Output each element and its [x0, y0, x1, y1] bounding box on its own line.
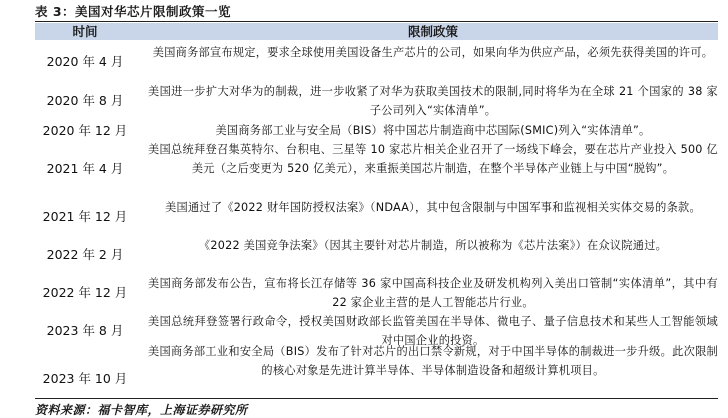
- row-1-policy: 美国商务部宣布规定，要求全球使用美国设备生产芯片的公司，如果向华为供应产品，必须先获得美国的许可。: [152, 46, 714, 59]
- row-2-policy: 美国进一步扩大对华为的制裁，进一步收紧了对华为获取美国技术的限制,同时将华为在全球 21 个国家的 38 家子公司列入“实体清单”。: [148, 85, 718, 118]
- row-7-time: 2022 年 12 月: [42, 285, 128, 300]
- row-1-time: 2020 年 4 月: [46, 54, 124, 69]
- row-7-policy: 美国商务部发布公告，宣布将长江存储等 36 家中国高科技企业及研发机构列入美出口管制“实体清单”，其中有 22 家企业主营的是人工智能芯片行业。: [148, 277, 718, 310]
- row-2-time: 2020 年 8 月: [46, 93, 124, 108]
- table-title: 表 3：美国对华芯片限制政策一览: [35, 4, 232, 19]
- table-top-rule: [35, 21, 718, 22]
- table-header: [35, 23, 718, 40]
- header-policy: 限制政策: [407, 24, 458, 39]
- table-bottom-rule: [35, 398, 718, 399]
- row-5-policy: 美国通过了《2022 财年国防授权法案》（NDAA），其中包含限制与中国军事和监视相关实体交易的条款。: [165, 201, 701, 214]
- row-4-policy: 美国总统拜登召集英特尔、台积电、三星等 10 家芯片相关企业召开了一场线下峰会，要在芯片产业投入 500 亿美元（之后变更为 520 亿美元），来重振美国芯片制造，在整个半导体产业链上与中国“脱钩”。: [148, 143, 718, 176]
- row-8-time: 2023 年 8 月: [46, 323, 124, 338]
- row-5-time: 2021 年 12 月: [42, 209, 128, 224]
- source-note: 资料来源：福卡智库，上海证券研究所: [35, 403, 248, 417]
- header-time: 时间: [72, 24, 98, 39]
- row-6-time: 2022 年 2 月: [46, 247, 124, 262]
- row-4-time: 2021 年 4 月: [46, 161, 124, 176]
- row-9-policy: 美国商务部工业和安全局（BIS）发布了针对芯片的出口禁令新规，对于中国半导体的制裁进一步升级。此次限制的核心对象是先进计算半导体、半导体制造设备和超级计算机项目。: [148, 345, 718, 378]
- row-9-time: 2023 年 10 月: [42, 371, 128, 386]
- row-3-time: 2020 年 12 月: [42, 123, 128, 138]
- row-3-policy: 美国商务部工业与安全局（BIS）将中国芯片制造商中芯国际(SMIC)列入“实体清单”。: [215, 124, 651, 137]
- row-6-policy: 《2022 美国竞争法案》（因其主要针对芯片制造，所以被称为《芯片法案》）在众议院通过。: [198, 239, 668, 252]
- row-8-policy: 美国总统拜登签署行政命令，授权美国财政部长监管美国在半导体、微电子、量子信息技术和某些人工智能领域对中国企业的投资。: [148, 315, 718, 348]
